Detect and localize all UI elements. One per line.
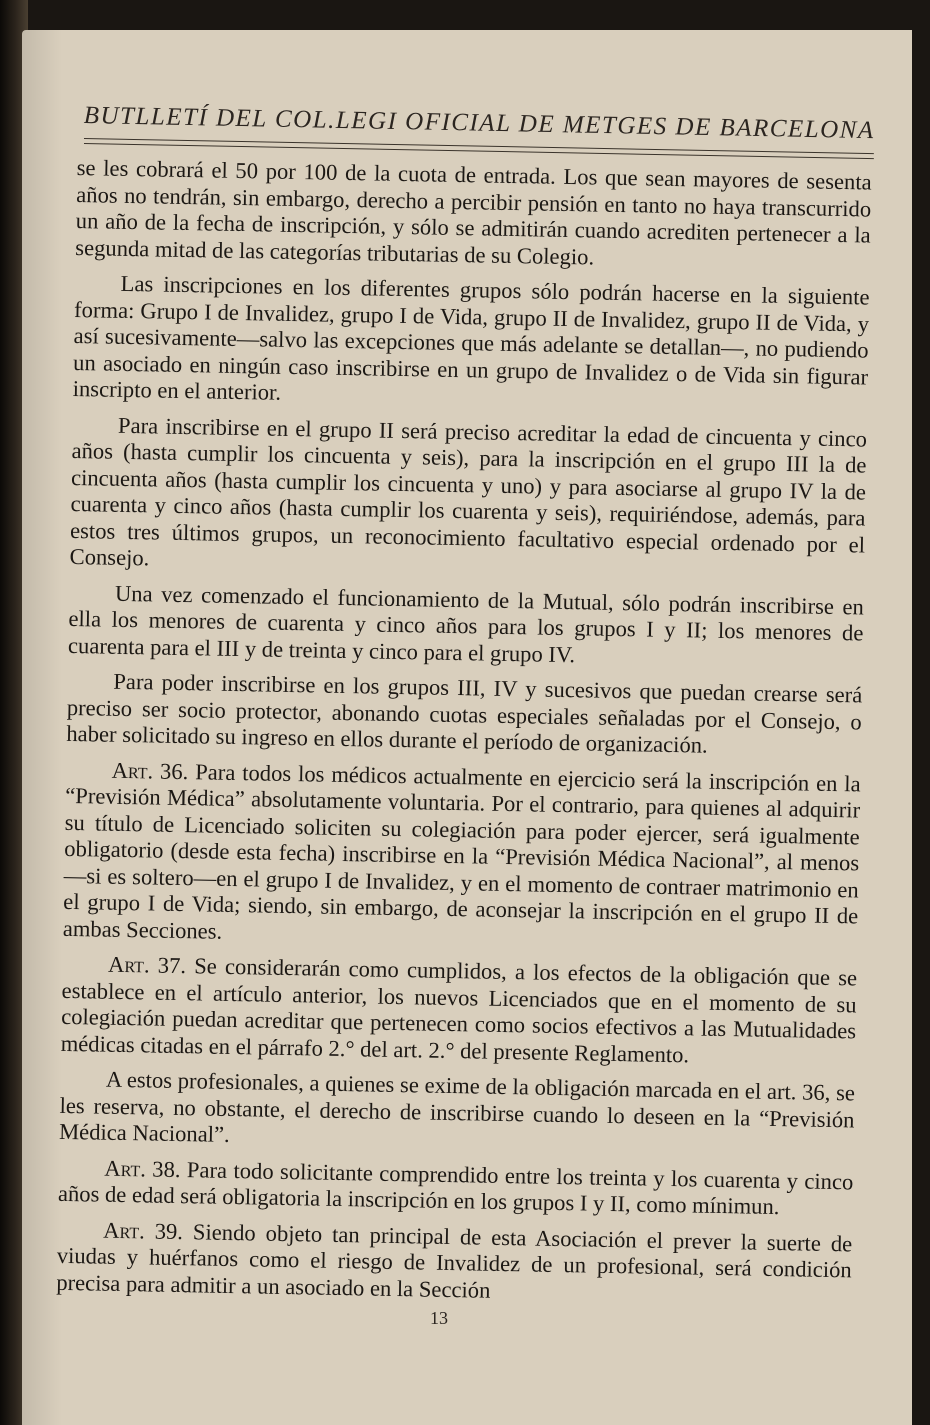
article-39-label: Art. 39.	[103, 1217, 184, 1244]
running-header: BUTLLETÍ DEL COL.LEGI OFICIAL DE METGES DE BARCELONA	[83, 102, 875, 145]
article-38-label: Art. 38.	[104, 1155, 181, 1182]
paragraph-4: Una vez comenzado el funcionamiento de la Mutual, sólo podrán inscribirse en ella los menores de cuarenta y cinco años para los grupos I y II; los menores de cuarenta para el III y de treinta y cinco para el grupo IV.	[67, 580, 865, 667]
article-37	[60, 951, 857, 1072]
article-37-label: Art. 37.	[107, 951, 187, 979]
paragraph-2: Las inscripciones en los diferentes grupos sólo podrán hacerse en la siguiente forma: Grupo I de Invalidez, grupo I de Vida, grupo II de Invalidez, grupo II de Vida, y así sucesivamente—salvo las excepciones que más adelante se detallan—, no pudiendo un asociado en ningún caso inscribirse en un grupo de Invalidez o de Vida sin figurar inscripto en el anterior.	[72, 270, 870, 405]
paragraph-1: se les cobrará el 50 por 100 de la cuota de entrada. Los que sean mayores de sesenta años no tendrán, sin embargo, derecho a percibir pensión en tanto no haya transcurrido un año de la fecha de inscripción, y sólo se admitirán cuando acrediten pertenecer a la segunda mitad de las categorías tributarias de su Colegio.	[75, 155, 872, 269]
paragraph-6: A estos profesionales, a quienes se exime de la obligación marcada en el art. 36, se les reserva, no obstante, el derecho de inscribirse cuando lo deseen en la “Previsión Médica Nacional”.	[58, 1066, 856, 1147]
article-39-text: Siendo objeto tan principal de esta Asociación el prever la suerte de viudas y huérfanos como el riesgo de Invalidez de un profesional, será condición precisa para admitir a un asociado en la Sección	[56, 1218, 853, 1303]
paragraph-5: Para poder inscribirse en los grupos III, IV y sucesivos que puedan crearse será preciso ser socio protector, abonando cuotas especiales señaladas por el Consejo, o haber solicitado su ingreso en ellos durante el período de organización.	[66, 668, 863, 758]
article-36-label: Art. 36.	[111, 757, 189, 784]
article-36-text: Para todos los médicos actualmente en ejercicio será la inscripción en la “Previsión Médica” absolutamente voluntaria. Por el contrario, para quienes al adquirir su título de Licenciado soliciten su colegiación para poder ejercer, será igualmente obligatorio (desde esta fecha) inscribirse en la “Previsión Médica Nacional”, al menos—si es soltero—en el grupo I de Invalidez, y en el momento de contraer matrimonio en el grupo I de Vida; siendo, sin embargo, de aconsejar la inscripción en el grupo II de ambas Secciones.	[62, 758, 861, 944]
article-39	[56, 1216, 852, 1310]
paragraph-3: Para inscribirse en el grupo II será preciso acreditar la edad de cincuenta y cinco años (hasta cumplir los cincuenta y seis), para la inscripción en el grupo III la de cincuenta años (hasta cumplir los cincuenta y uno) y para asociarse al grupo IV la de cuarenta y cinco años (hasta cumplir los cuarenta y seis), requiriéndose, además, para estos tres últimos grupos, un reconocimiento facultativo especial ordenado por el Consejo.	[69, 412, 868, 571]
document-page	[22, 30, 912, 1425]
page-number: 13	[430, 1308, 448, 1328]
article-37-text: Se considerarán como cumplidos, a los efectos de la obligación que se establece en el artículo anterior, los nuevos Licenciados que en el momento de su colegiación puedan acreditar que pertenecen como socios efectivos a las Mutualidades médicas citadas en el párrafo 2.° del art. 2.° del presente Reglamento.	[60, 953, 858, 1067]
body-text	[56, 155, 872, 1319]
article-36	[63, 756, 861, 956]
article-38	[58, 1154, 854, 1222]
article-38-text: Para todo solicitante comprendido entre los treinta y los cuarenta y cinco años de edad será obligatoria la inscripción en los grupos I y II, como mínimun.	[57, 1156, 854, 1220]
